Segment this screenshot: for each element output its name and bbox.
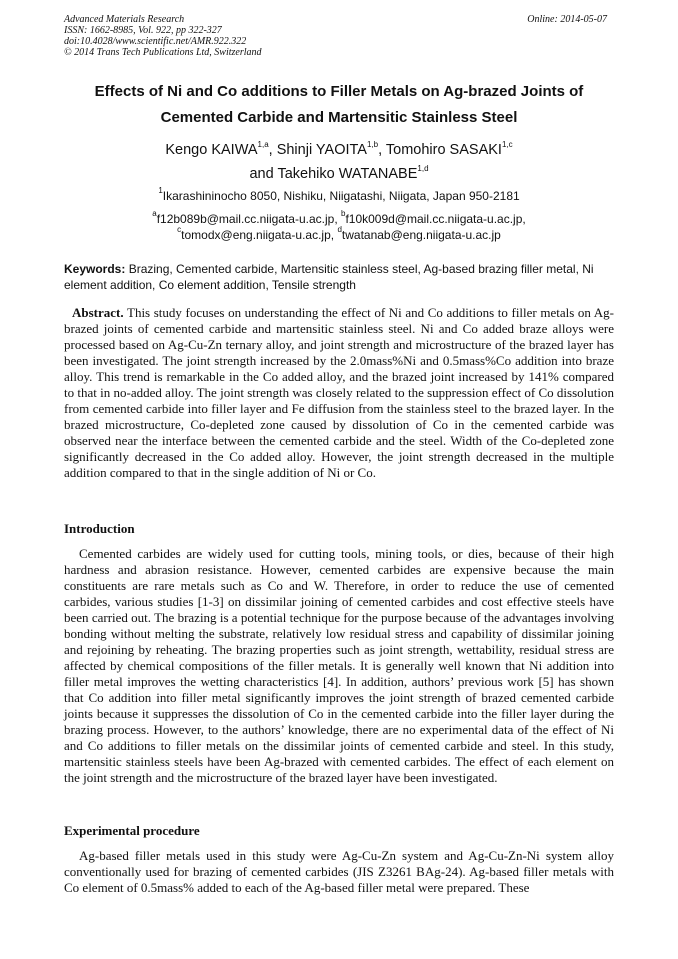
affiliation-text: Ikarashininocho 8050, Nishiku, Niigatashi, Niigata, Japan 950-2181	[162, 189, 520, 203]
journal-info	[64, 14, 607, 58]
author-affil-mark: 1,d	[417, 164, 429, 173]
copyright: © 2014 Trans Tech Publications Ltd, Switzerland	[64, 47, 262, 58]
email-mark: c	[177, 225, 182, 234]
introduction-paragraph: Cemented carbides are widely used for cutting tools, mining tools, or dies, because of their high hardness and abrasion resistance. However, cemented carbides are expensive because the main constituents are rare metals such as Co and W. Therefore, in order to reduce the use of cemented carbides, various studies [1-3] on dissimilar joining of cemented carbides and cost effective steels have been carried out. The brazing is a potential technique for the purpose because of the advantages involving bonding without melting the substrate, relatively low residual stress and capability of dissimilar joining and rejoining by reheating. The brazing properties such as joint strength, wettability, residual stress are affected by chemical compositions of the filler metals. It is generally well known that Ni addition into filler metal improves the wetting characteristics [4]. In addition, authors’ previous work [5] has shown that Co addition into filler metal significantly improves the joint strength of brazed cemented carbide joints because it suppresses the dissolution of Co in the cemented carbide into the filler layer during the brazing process. However, to the authors’ knowledge, there are no experimental data of the effect of Ni and Co additions to filler metals on the dissimilar joints of cemented carbide and steel. In this study, martensitic stainless steels have been Ag-brazed with cemented carbides. The effect of each element on the joint strength and the microstructure of the brazed layer have been investigated.	[64, 546, 614, 785]
email-mark: a	[152, 209, 157, 218]
title-line-2: Cemented Carbide and Martensitic Stainless Steel	[160, 109, 518, 126]
section-heading-experimental: Experimental procedure	[64, 823, 200, 838]
email-d[interactable]: twatanab@eng.niigata-u.ac.jp	[341, 228, 501, 242]
keywords-text: Brazing, Cemented carbide, Martensitic stainless steel, Ag-based brazing filler metal, Ni element addition, Co element addition, Tensile strength	[64, 262, 594, 292]
author-emails	[64, 211, 614, 243]
section-heading-introduction: Introduction	[64, 521, 135, 536]
journal-name: Advanced Materials Research	[64, 14, 185, 25]
email-mark: b	[341, 209, 346, 218]
keywords	[64, 261, 614, 293]
author-name: Kengo KAIWA	[165, 142, 258, 158]
paper-title	[64, 79, 614, 131]
keywords-label: Keywords:	[64, 262, 126, 276]
page-header	[64, 14, 607, 58]
email-line-2	[64, 227, 614, 243]
issn: ISSN: 1662-8985, Vol. 922, pp 322-327	[64, 25, 222, 36]
online-date: Online: 2014-05-07	[527, 14, 607, 25]
author-affil-mark: 1,c	[501, 140, 513, 149]
abstract-label: Abstract.	[72, 305, 124, 320]
affiliation	[64, 188, 614, 204]
author-line-2	[64, 162, 614, 186]
author-name: , Shinji YAOITA	[268, 142, 367, 158]
affiliation-mark: 1	[158, 186, 163, 195]
author-name: and Takehiko WATANABE	[249, 166, 418, 182]
email-mark: d	[337, 225, 342, 234]
doi: doi:10.4028/www.scientific.net/AMR.922.322	[64, 36, 247, 47]
title-line-1: Effects of Ni and Co additions to Filler Metals on Ag-brazed Joints of	[94, 83, 584, 100]
abstract-text: This study focuses on understanding the effect of Ni and Co additions to filler metals on Ag-brazed joints of cemented carbide and martensitic stainless steel. Ni and Co added braze alloys were processed based on Ag-Cu-Zn ternary alloy, and joint strength and microstructure of the brazed layer has been investigated. The joint strength increased by the 2.0mass%Ni and 0.5mass%Co addition into braze alloy. This trend is remarkable in the Co added alloy, and the brazed joint increased by 141% compared to that in no-added alloy. The joint strength was closely related to the suppression effect of Co dissolution from cemented carbide into filler layer and Fe diffusion from the stainless steel to the brazed layer. In the brazed microstructure, Co-depleted zone caused by dissolution of Co in the cemented carbide was observed near the interface between the cemented carbide and the steel. Width of the Co-depleted zone significantly decreased in the Co added alloy. However, the joint strength decreased in the multiple addition compared to that in the single addition of Ni or Co.	[64, 305, 614, 480]
author-list	[64, 138, 614, 186]
author-line-1	[64, 138, 614, 162]
author-name: , Tomohiro SASAKI	[378, 142, 502, 158]
author-affil-mark: 1,b	[366, 140, 379, 149]
author-affil-mark: 1,a	[257, 140, 269, 149]
email-a[interactable]: f12b089b@mail.cc.niigata-u.ac.jp,	[156, 212, 341, 226]
abstract	[64, 305, 614, 481]
experimental-paragraph: Ag-based filler metals used in this study were Ag-Cu-Zn system and Ag-Cu-Zn-Ni system alloy conventionally used for brazing of cemented carbides (JIS Z3261 BAg-24). Ag-based filler metals with Co element of 0.5mass% added to each of the Ag-based filler metal were prepared. These	[64, 848, 614, 895]
email-b[interactable]: f10k009d@mail.cc.niigata-u.ac.jp,	[345, 212, 526, 226]
email-c[interactable]: tomodx@eng.niigata-u.ac.jp,	[181, 228, 338, 242]
